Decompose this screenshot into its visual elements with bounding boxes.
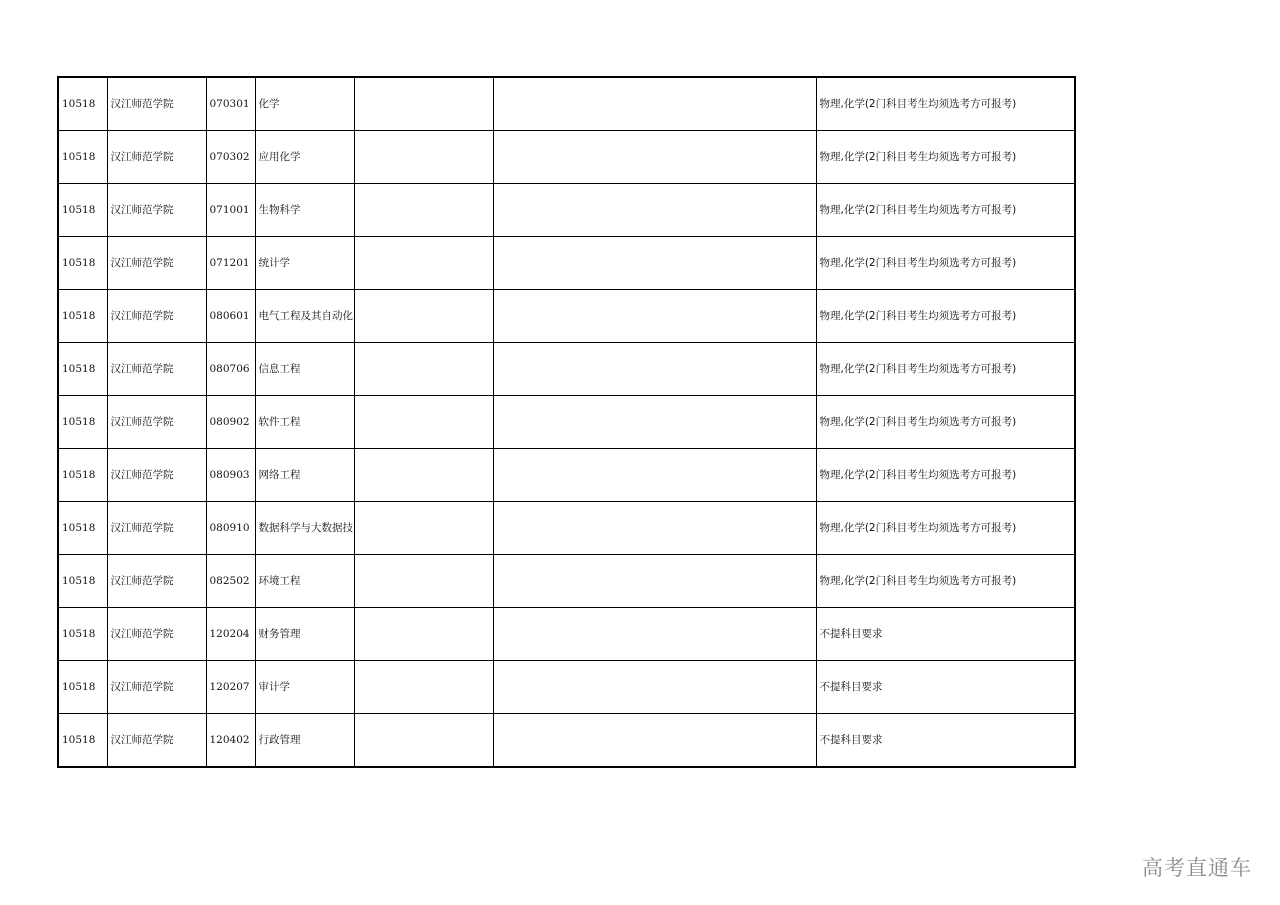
institution-code-cell: 10518 <box>58 555 107 608</box>
blank-cell <box>354 343 493 396</box>
subject-requirement-cell: 物理,化学(2门科目考生均须选考方可报考) <box>816 77 1075 131</box>
institution-name-cell: 汉江师范学院 <box>107 343 206 396</box>
major-name-cell: 环境工程 <box>255 555 354 608</box>
blank-cell <box>354 449 493 502</box>
institution-name-cell: 汉江师范学院 <box>107 608 206 661</box>
institution-name-cell: 汉江师范学院 <box>107 555 206 608</box>
subject-requirement-cell: 不提科目要求 <box>816 608 1075 661</box>
major-code-cell: 120207 <box>206 661 255 714</box>
blank-cell <box>354 290 493 343</box>
major-name-cell: 网络工程 <box>255 449 354 502</box>
institution-code-cell: 10518 <box>58 290 107 343</box>
institution-name-cell: 汉江师范学院 <box>107 449 206 502</box>
blank-cell <box>493 396 816 449</box>
institution-name-cell: 汉江师范学院 <box>107 502 206 555</box>
subject-requirement-cell: 物理,化学(2门科目考生均须选考方可报考) <box>816 396 1075 449</box>
institution-name-cell: 汉江师范学院 <box>107 237 206 290</box>
subject-requirement-cell: 物理,化学(2门科目考生均须选考方可报考) <box>816 184 1075 237</box>
subject-requirement-cell: 物理,化学(2门科目考生均须选考方可报考) <box>816 131 1075 184</box>
blank-cell <box>493 184 816 237</box>
table-row <box>58 131 1075 184</box>
table-row <box>58 714 1075 768</box>
major-name-cell: 信息工程 <box>255 343 354 396</box>
blank-cell <box>493 502 816 555</box>
subject-requirement-cell: 物理,化学(2门科目考生均须选考方可报考) <box>816 290 1075 343</box>
admission-requirements-table <box>57 76 1076 768</box>
table-row <box>58 237 1075 290</box>
major-name-cell: 统计学 <box>255 237 354 290</box>
blank-cell <box>493 661 816 714</box>
major-code-cell: 080902 <box>206 396 255 449</box>
major-name-cell: 行政管理 <box>255 714 354 768</box>
major-name-cell: 数据科学与大数据技 <box>255 502 354 555</box>
major-code-cell: 080910 <box>206 502 255 555</box>
subject-requirement-cell: 物理,化学(2门科目考生均须选考方可报考) <box>816 502 1075 555</box>
major-name-cell: 软件工程 <box>255 396 354 449</box>
major-code-cell: 082502 <box>206 555 255 608</box>
blank-cell <box>354 184 493 237</box>
institution-code-cell: 10518 <box>58 77 107 131</box>
blank-cell <box>354 237 493 290</box>
major-name-cell: 生物科学 <box>255 184 354 237</box>
blank-cell <box>493 290 816 343</box>
subject-requirement-cell: 物理,化学(2门科目考生均须选考方可报考) <box>816 449 1075 502</box>
blank-cell <box>354 608 493 661</box>
blank-cell <box>493 237 816 290</box>
subject-requirement-cell: 不提科目要求 <box>816 661 1075 714</box>
institution-code-cell: 10518 <box>58 343 107 396</box>
table-row <box>58 77 1075 131</box>
institution-code-cell: 10518 <box>58 714 107 768</box>
major-code-cell: 080903 <box>206 449 255 502</box>
institution-code-cell: 10518 <box>58 449 107 502</box>
blank-cell <box>354 396 493 449</box>
watermark-text: 高考直通车 <box>1142 856 1252 880</box>
subject-requirement-cell: 物理,化学(2门科目考生均须选考方可报考) <box>816 555 1075 608</box>
blank-cell <box>354 714 493 768</box>
institution-code-cell: 10518 <box>58 184 107 237</box>
major-name-cell: 审计学 <box>255 661 354 714</box>
major-name-cell: 化学 <box>255 77 354 131</box>
blank-cell <box>493 449 816 502</box>
institution-name-cell: 汉江师范学院 <box>107 714 206 768</box>
major-code-cell: 080706 <box>206 343 255 396</box>
institution-code-cell: 10518 <box>58 608 107 661</box>
major-code-cell: 070301 <box>206 77 255 131</box>
major-code-cell: 120204 <box>206 608 255 661</box>
blank-cell <box>493 608 816 661</box>
table-row <box>58 661 1075 714</box>
major-code-cell: 080601 <box>206 290 255 343</box>
institution-code-cell: 10518 <box>58 396 107 449</box>
institution-name-cell: 汉江师范学院 <box>107 661 206 714</box>
institution-code-cell: 10518 <box>58 661 107 714</box>
table-row <box>58 502 1075 555</box>
subject-requirement-cell: 物理,化学(2门科目考生均须选考方可报考) <box>816 343 1075 396</box>
blank-cell <box>493 343 816 396</box>
major-code-cell: 071001 <box>206 184 255 237</box>
blank-cell <box>354 502 493 555</box>
blank-cell <box>493 555 816 608</box>
institution-code-cell: 10518 <box>58 131 107 184</box>
table-row <box>58 608 1075 661</box>
blank-cell <box>493 131 816 184</box>
blank-cell <box>493 714 816 768</box>
institution-name-cell: 汉江师范学院 <box>107 184 206 237</box>
blank-cell <box>493 77 816 131</box>
institution-code-cell: 10518 <box>58 502 107 555</box>
blank-cell <box>354 131 493 184</box>
blank-cell <box>354 77 493 131</box>
table-row <box>58 343 1075 396</box>
institution-name-cell: 汉江师范学院 <box>107 77 206 131</box>
table-row <box>58 290 1075 343</box>
subject-requirement-cell: 物理,化学(2门科目考生均须选考方可报考) <box>816 237 1075 290</box>
table-row <box>58 184 1075 237</box>
subject-requirement-cell: 不提科目要求 <box>816 714 1075 768</box>
major-name-cell: 财务管理 <box>255 608 354 661</box>
major-code-cell: 070302 <box>206 131 255 184</box>
table-body <box>58 77 1075 767</box>
institution-code-cell: 10518 <box>58 237 107 290</box>
blank-cell <box>354 661 493 714</box>
institution-name-cell: 汉江师范学院 <box>107 396 206 449</box>
table-row <box>58 555 1075 608</box>
institution-name-cell: 汉江师范学院 <box>107 131 206 184</box>
major-code-cell: 071201 <box>206 237 255 290</box>
table-row <box>58 449 1075 502</box>
table-row <box>58 396 1075 449</box>
major-name-cell: 应用化学 <box>255 131 354 184</box>
institution-name-cell: 汉江师范学院 <box>107 290 206 343</box>
major-name-cell: 电气工程及其自动化 <box>255 290 354 343</box>
major-code-cell: 120402 <box>206 714 255 768</box>
blank-cell <box>354 555 493 608</box>
